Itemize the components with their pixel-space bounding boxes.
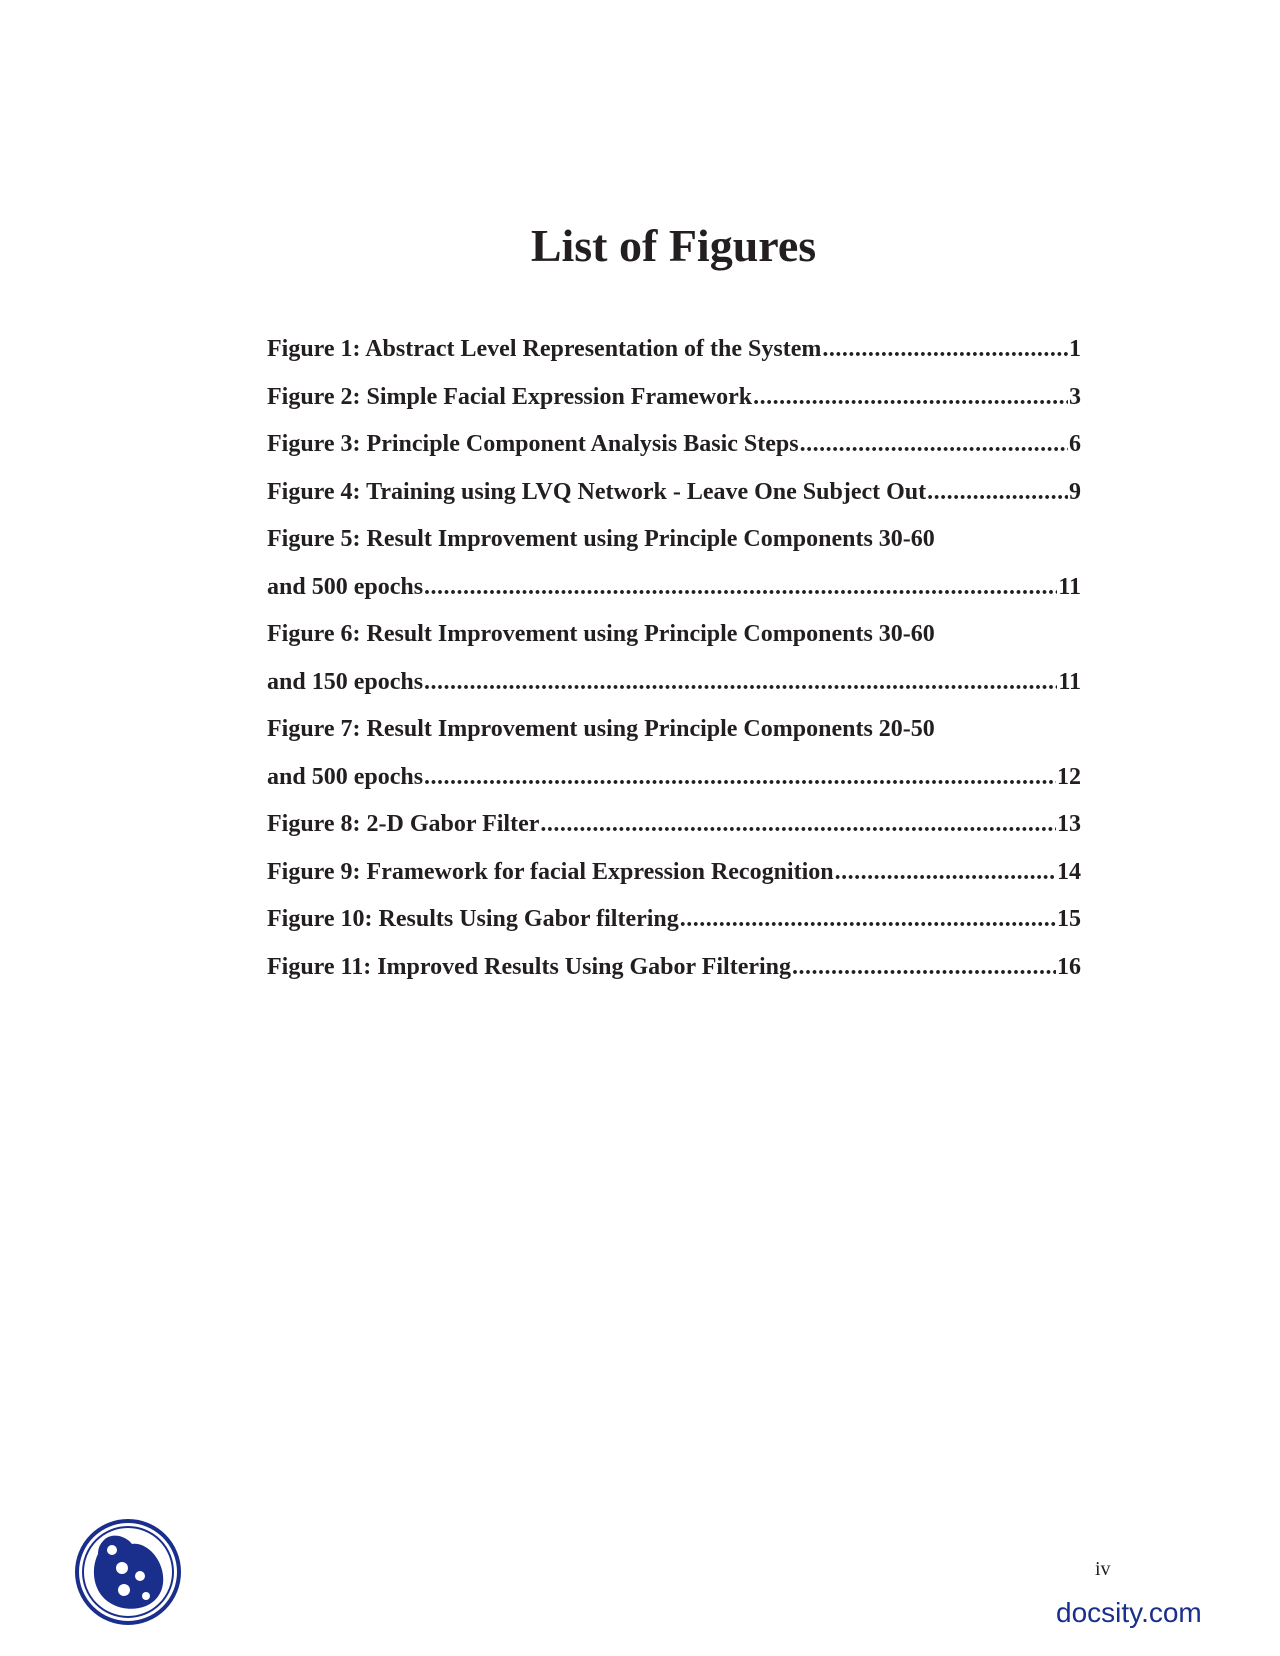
toc-entry-page: 6: [1069, 431, 1081, 457]
toc-entry-11[interactable]: [267, 944, 1081, 992]
toc-entry-label: Figure 2: Simple Facial Expression Framework: [267, 383, 753, 410]
dot-leader: [927, 469, 1068, 517]
dot-leader: [800, 421, 1068, 469]
toc-entry-5-line-2[interactable]: [267, 564, 1081, 612]
toc-entry-label: Figure 9: Framework for facial Expression Recognition: [267, 858, 834, 885]
toc-entry-1[interactable]: [267, 326, 1081, 374]
toc-entry-3[interactable]: [267, 421, 1081, 469]
toc-entry-page: 11: [1058, 668, 1081, 695]
toc-entry-7-line-1[interactable]: [267, 706, 1081, 754]
toc-entry-page: 12: [1057, 763, 1081, 790]
toc-entry-page: 11: [1058, 573, 1081, 600]
toc-entry-label: Figure 6: Result Improvement using Principle Components 30-60: [267, 621, 935, 647]
toc-entry-page: 16: [1057, 953, 1081, 980]
page-number: iv: [1095, 1558, 1111, 1580]
dot-leader: [822, 326, 1068, 374]
dot-leader: [540, 801, 1056, 849]
toc-entry-page: 14: [1057, 858, 1081, 885]
toc-entry-label: Figure 7: Result Improvement using Principle Components 20-50: [267, 716, 935, 742]
toc-entry-label: and 500 epochs: [267, 573, 424, 600]
dot-leader: [424, 754, 1056, 802]
page-title: List of Figures: [530, 220, 817, 271]
toc-entry-label: Figure 8: 2-D Gabor Filter: [267, 811, 540, 837]
toc-entry-label: Figure 10: Results Using Gabor filtering: [267, 906, 679, 932]
dot-leader: [753, 374, 1068, 422]
toc-entry-8[interactable]: [267, 801, 1081, 849]
docsity-brand-link[interactable]: docsity.com: [1056, 1597, 1202, 1628]
docsity-logo-icon[interactable]: [74, 1518, 182, 1626]
dot-leader: [424, 564, 1057, 612]
toc-entry-label: Figure 11: Improved Results Using Gabor Filtering: [267, 953, 792, 980]
toc-entry-label: and 500 epochs: [267, 763, 424, 790]
dot-leader: [424, 659, 1057, 707]
toc-entry-label: Figure 3: Principle Component Analysis Basic Steps: [267, 431, 799, 457]
toc-entry-9[interactable]: [267, 849, 1081, 897]
toc-entry-7-line-2[interactable]: [267, 754, 1081, 802]
toc-entry-page: 9: [1069, 478, 1081, 505]
toc-entry-page: 13: [1057, 811, 1081, 837]
toc-entry-5-line-1[interactable]: [267, 516, 1081, 564]
toc-entry-6-line-2[interactable]: [267, 659, 1081, 707]
toc-entry-label: Figure 5: Result Improvement using Principle Components 30-60: [267, 526, 935, 552]
dot-leader: [792, 944, 1056, 992]
toc-entry-page: 1: [1069, 336, 1081, 362]
toc-entry-label: and 150 epochs: [267, 668, 424, 695]
toc-entry-2[interactable]: [267, 374, 1081, 422]
toc-entry-10[interactable]: [267, 896, 1081, 944]
toc-entry-page: 3: [1069, 383, 1081, 410]
toc-entry-label: Figure 4: Training using LVQ Network - Leave One Subject Out: [267, 478, 927, 505]
figure-list: [267, 326, 1081, 991]
toc-entry-page: 15: [1057, 906, 1081, 932]
dot-leader: [680, 896, 1056, 944]
toc-entry-4[interactable]: [267, 469, 1081, 517]
dot-leader: [835, 849, 1056, 897]
toc-entry-label: Figure 1: Abstract Level Representation of the System: [267, 336, 822, 362]
toc-entry-6-line-1[interactable]: [267, 611, 1081, 659]
